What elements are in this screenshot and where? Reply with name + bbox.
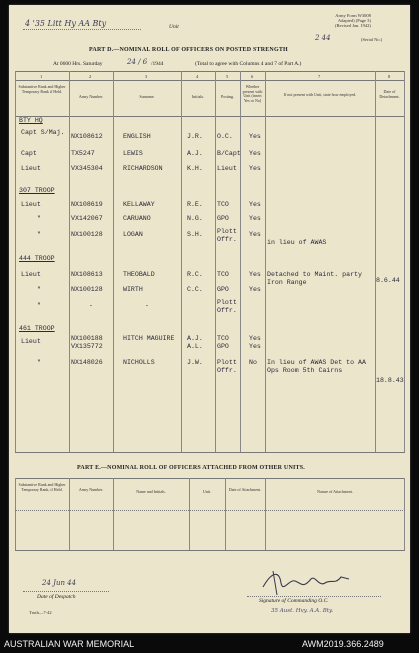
cell-rank: Lieut (21, 338, 41, 345)
cell-posting: Plott Offr. (217, 359, 237, 374)
cell-rank: Capt S/Maj. (21, 129, 65, 136)
col-header-posting: Posting. (220, 94, 234, 99)
col-header-rank: Substantive Rank and Higher Temporary Rank if Held. (18, 84, 66, 94)
section-bty-hq: BTY HQ (19, 117, 43, 124)
cell-initials: J.W. (187, 359, 203, 366)
cell-initials: C.C. (187, 286, 203, 293)
signature-scrawl-icon (259, 565, 359, 599)
cell-surname: HITCH MAGUIRE (123, 335, 175, 342)
col-header-number: Army Number. (78, 94, 104, 99)
cell-present: Yes (249, 150, 261, 157)
despatch-date: 24 Jun 44 (42, 579, 77, 587)
cell-present: Yes (249, 133, 261, 140)
col-num-7: 7 (318, 74, 321, 79)
part-e-col-rank: Substantive Rank and Higher Temporary Rank, if Held. (18, 482, 66, 492)
cell-number: - (89, 302, 93, 309)
cell-number: NX100128 (71, 231, 103, 238)
section-307-troop: 307 TROOP (19, 187, 55, 194)
cell-rank: " (37, 231, 41, 238)
col-num-8: 8 (388, 74, 391, 79)
archive-id: AWM2019.366.2489 (302, 639, 384, 649)
col-header-initials: Initials. (191, 94, 205, 99)
cell-surname: THEOBALD (123, 271, 155, 278)
cell-number: NX108613 (71, 271, 103, 278)
unit-typed: 4 '35 Litt Hy AA Bty (25, 19, 107, 28)
cell-surname: LEWIS (123, 150, 143, 157)
cell-posting: TCO (217, 271, 229, 278)
cell-number: TX5247 (71, 150, 95, 157)
unit-stamp: 35 Aust. Hvy. A.A. Bty. (271, 608, 334, 614)
agree-note: (Total to agree with Columns 4 and 7 of Part A.) (195, 61, 302, 67)
cell-posting: Plott Offr. (217, 299, 237, 314)
col-num-3: 3 (145, 74, 148, 79)
cell-number: NX108619 (71, 201, 103, 208)
section-444-troop: 444 TROOP (19, 255, 55, 262)
part-e-col-date: Date of Attachment. (228, 487, 262, 492)
cell-surname: RICHARDSON (123, 165, 163, 172)
cell-initials: R.E. (187, 201, 203, 208)
cell-number: NX100128 (71, 286, 103, 293)
cell-posting: O.C. (217, 133, 233, 140)
cell-surname: NICHOLLS (123, 359, 155, 366)
part-e-title: PART E.—NOMINAL ROLL OF OFFICERS ATTACHED FROM OTHER UNITS. (77, 465, 305, 471)
cell-note: Detached to Maint. party Iron Range (267, 271, 362, 286)
serial-label: (Serial No.) (361, 37, 383, 42)
cell-number: VX345304 (71, 165, 103, 172)
serial-number: 2 44 (315, 34, 331, 42)
cell-initials: J.R. (187, 133, 203, 140)
cell-initials: R.C. (187, 271, 203, 278)
cell-posting: GPO (217, 286, 229, 293)
document-sheet (9, 5, 410, 633)
cell-initials: A.J. (187, 150, 203, 157)
cell-date: 8.6.44 (376, 277, 400, 284)
cell-note: in lieu of AWAS (267, 239, 327, 246)
part-e-col-name: Name and Initials. (136, 489, 166, 494)
cell-number: VX142067 (71, 215, 103, 222)
form-reference: Army Form W3008 Adapted) (Page 3) (Revised Jan. 1942) (335, 13, 371, 28)
cell-date: 18.8.43 (376, 377, 404, 384)
at-year: /1944 (151, 61, 164, 67)
cell-present: Yes Yes (249, 335, 261, 350)
cell-posting: TCO (217, 201, 229, 208)
cell-initials: A.J. A.L. (187, 335, 203, 350)
cell-surname: KELLAWAY (123, 201, 155, 208)
cell-initials: N.G. (187, 215, 203, 222)
cell-present: Yes (249, 165, 261, 172)
cell-present: Yes (249, 201, 261, 208)
cell-posting: B/Capt (217, 150, 241, 157)
cell-rank: Lieut (21, 201, 41, 208)
col-header-present: Whether present with Unit (insert Yes or No) (242, 84, 263, 103)
cell-present: No (249, 359, 257, 366)
despatch-label: Date of Despatch (37, 594, 76, 600)
at-hours-prefix: At 0600 Hrs. Saturday (53, 61, 103, 67)
section-461-troop: 461 TROOP (19, 325, 55, 332)
cell-surname: WIRTH (123, 286, 143, 293)
cell-number: NX100188 VX135772 (71, 335, 103, 350)
col-num-4: 4 (196, 74, 199, 79)
at-date: 24 / 6 (127, 58, 148, 66)
part-e-col-number: Army Number. (78, 487, 104, 492)
cell-surname: LOGAN (123, 231, 143, 238)
cell-posting: TCO GPO (217, 335, 229, 350)
cell-present: Yes (249, 215, 261, 222)
col-num-2: 2 (89, 74, 92, 79)
signature-label: Signature of Commanding O.C. (259, 598, 329, 604)
cell-surname: ENGLISH (123, 133, 151, 140)
cell-surname: - (145, 302, 149, 309)
col-num-5: 5 (226, 74, 229, 79)
cell-initials: S.H. (187, 231, 203, 238)
part-d-title: PART D.—NOMINAL ROLL OF OFFICERS ON POSTED STRENGTH (89, 47, 288, 53)
cell-posting: Lieut (217, 165, 237, 172)
cell-rank: " (37, 359, 41, 366)
cell-note: In lieu of AWAS Det to AA Ops Room 5th Cairns (267, 359, 366, 374)
cell-rank: Capt (21, 150, 37, 157)
cell-present: Yes (249, 231, 261, 238)
cell-posting: GPO (217, 215, 229, 222)
part-e-col-unit: Unit. (202, 489, 212, 494)
cell-present: Yes (249, 271, 261, 278)
col-header-date: Date of Detachment. (379, 89, 400, 99)
cell-rank: " (37, 302, 41, 309)
cell-rank: Lieut (21, 165, 41, 172)
cell-rank: " (37, 286, 41, 293)
cell-present: Yes (249, 286, 261, 293)
col-num-6: 6 (251, 74, 254, 79)
cell-number: NX108612 (71, 133, 103, 140)
cell-rank: " (37, 215, 41, 222)
col-header-surname: Surname. (139, 94, 155, 99)
archive-caption: AUSTRALIAN WAR MEMORIAL (4, 639, 135, 649)
cell-initials: K.H. (187, 165, 203, 172)
part-e-col-nature: Nature of Attachment. (317, 489, 353, 494)
cell-surname: CARUANO (123, 215, 151, 222)
cell-rank: Lieut (21, 271, 41, 278)
unit-label: Unit (169, 24, 179, 30)
print-code: Truth—7-42 (29, 610, 52, 615)
col-header-employed: If not present with Unit, state how employed. (283, 92, 357, 97)
cell-number: NX148026 (71, 359, 103, 366)
cell-posting: Plott Offr. (217, 228, 237, 243)
col-num-1: 1 (40, 74, 43, 79)
